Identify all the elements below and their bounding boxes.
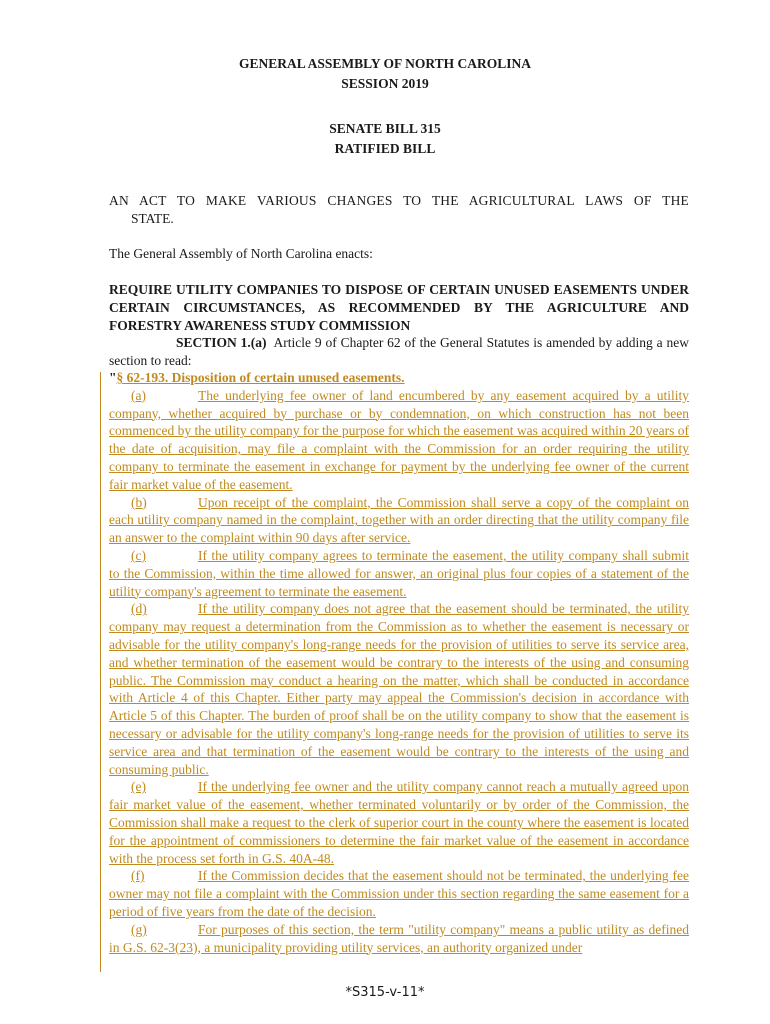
subsection-label: (f) — [131, 868, 145, 884]
session-year: SESSION 2019 — [341, 76, 429, 91]
subsection — [109, 867, 689, 920]
subsection-list — [109, 387, 689, 957]
new-section-title-line — [109, 369, 689, 387]
subsection — [109, 494, 689, 547]
subsection — [109, 778, 689, 867]
part-heading: REQUIRE UTILITY COMPANIES TO DISPOSE OF CERTAIN UNUSED EASEMENTS UNDER CERTAIN CIRCUMSTANCES, AS RECOMMENDED BY THE AGRICULTURE AND FORESTRY AWARENESS STUDY COMMISSION — [109, 282, 689, 333]
section-label: SECTION 1.(a) — [176, 335, 267, 350]
section-text: Article 9 of Chapter 62 of the General Statutes is amended by adding a new section to read: — [109, 335, 689, 368]
act-title — [109, 192, 689, 228]
act-title-line2: STATE. — [131, 210, 174, 226]
subsection-label: (d) — [131, 601, 147, 617]
subsection — [109, 921, 689, 957]
subsection-text: If the utility company agrees to terminate the easement, the utility company shall submit to the Commission, within the time allowed for answer, an original plus four copies of a statement of the utility company's agreement to terminate the easement. — [109, 547, 689, 599]
subsection-text: For purposes of this section, the term "utility company" means a public utility as defined in G.S. 62-3(23), a municipality providing utility services, an authority organized under — [109, 921, 689, 955]
subsection — [109, 600, 689, 778]
bill-number: SENATE BILL 315 — [329, 121, 441, 136]
change-bar — [100, 372, 101, 972]
bill-identifier — [0, 119, 770, 159]
document-header — [0, 54, 770, 94]
subsection-text: If the underlying fee owner and the utility company cannot reach a mutually agreed upon fair market value of the easement, whether terminated voluntarily or by order of the Commission, the Commission shall make a request to the clerk of superior court in the county where the easement is located for the appointment of commissioners to determine the fair market value of the easement in accordance with the process set forth in G.S. 40A-48. — [109, 779, 689, 866]
bill-status: RATIFIED BILL — [334, 141, 436, 156]
subsection-label: (a) — [131, 387, 146, 403]
act-title-line1: AN ACT TO MAKE VARIOUS CHANGES TO THE AGRICULTURAL LAWS OF THE — [109, 193, 689, 208]
subsection — [109, 387, 689, 494]
enacting-clause: The General Assembly of North Carolina enacts: — [109, 246, 373, 261]
new-section-title: § 62-193. Disposition of certain unused easements. — [116, 370, 405, 385]
subsection — [109, 547, 689, 600]
subsection-label: (e) — [131, 779, 146, 795]
document-footer: *S315-v-11* — [345, 985, 425, 1000]
open-quote: " — [109, 370, 117, 385]
subsection-label: (c) — [131, 547, 146, 563]
subsection-label: (b) — [131, 494, 147, 510]
subsection-text: If the utility company does not agree that the easement should be terminated, the utility company may request a determination from the Commission as to whether the easement is necessary or advisable for the utility company's long-range needs for the provision of utilities to serve its service area, and whether termination of the easement would be contrary to the interests of the using and consuming public. The Commission may conduct a hearing on the matter, which shall be conducted in accordance with Article 4 of this Chapter. Either party may appeal the Commission's decision in accordance with Article 5 of this Chapter. The burden of proof shall be on the utility company to show that the easement is necessary or advisable for the utility company's long-range needs for the provision of utilities to serve its service area and that termination of the easement would be contrary to the interests of the using and consuming public. — [109, 601, 689, 777]
section-1a — [109, 334, 689, 370]
subsection-text: Upon receipt of the complaint, the Commission shall serve a copy of the complaint on each utility company named in the complaint, together with an order directing that the utility company file an answer to the complaint within 90 days after service. — [109, 494, 689, 546]
assembly-name: GENERAL ASSEMBLY OF NORTH CAROLINA — [238, 56, 532, 71]
subsection-text: The underlying fee owner of land encumbered by any easement acquired by a utility company, whether acquired by purchase or by condemnation, on which construction has not been commenced by the utility company for the purpose for which the easement was acquired within 20 years of the date of acquisition, may file a complaint with the Commission for an order requiring the utility company to terminate the easement in exchange for payment by the underlying fee owner of the current fair market value of the easement. — [109, 387, 689, 492]
subsection-text: If the Commission decides that the easement should not be terminated, the underlying fee owner may not file a complaint with the Commission under this section regarding the same easement for a period of five years from the date of the decision. — [109, 868, 689, 919]
subsection-label: (g) — [131, 921, 147, 937]
new-section — [109, 369, 689, 956]
